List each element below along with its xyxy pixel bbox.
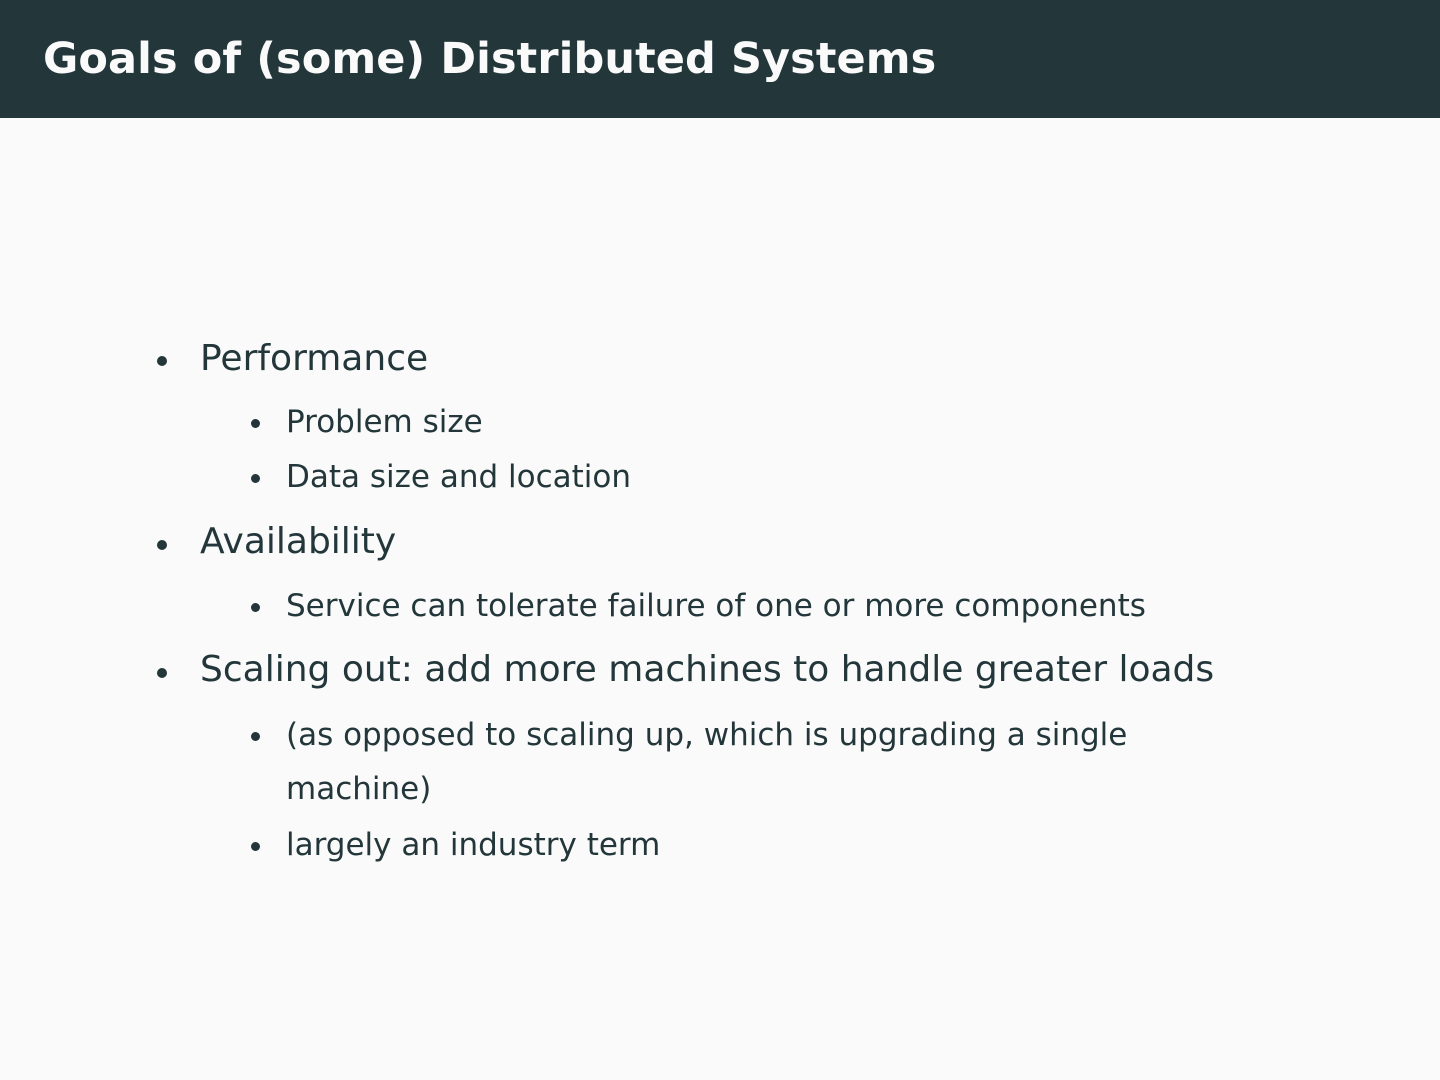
sub-bullet-data-size: Data size and location bbox=[286, 459, 632, 495]
bullet-icon bbox=[157, 668, 167, 678]
bullet-scaling-out: Scaling out: add more machines to handle greater loads bbox=[200, 649, 1215, 690]
sub-bullet-service-tolerance: Service can tolerate failure of one or more components bbox=[286, 588, 1146, 624]
bullet-performance: Performance bbox=[200, 338, 429, 379]
sub-bullet-icon bbox=[251, 474, 260, 483]
sub-bullet-scaling-up-line2: machine) bbox=[286, 771, 432, 807]
slide-title: Goals of (some) Distributed Systems bbox=[43, 34, 937, 84]
bullet-icon bbox=[157, 540, 167, 550]
sub-bullet-industry-term: largely an industry term bbox=[286, 827, 661, 863]
bullet-icon bbox=[157, 356, 167, 366]
sub-bullet-icon bbox=[251, 842, 260, 851]
bullet-availability: Availability bbox=[200, 521, 397, 562]
sub-bullet-icon bbox=[251, 732, 260, 741]
sub-bullet-scaling-up-line1: (as opposed to scaling up, which is upgrading a single bbox=[286, 717, 1128, 753]
sub-bullet-problem-size: Problem size bbox=[286, 404, 483, 440]
sub-bullet-icon bbox=[251, 419, 260, 428]
sub-bullet-icon bbox=[251, 603, 260, 612]
